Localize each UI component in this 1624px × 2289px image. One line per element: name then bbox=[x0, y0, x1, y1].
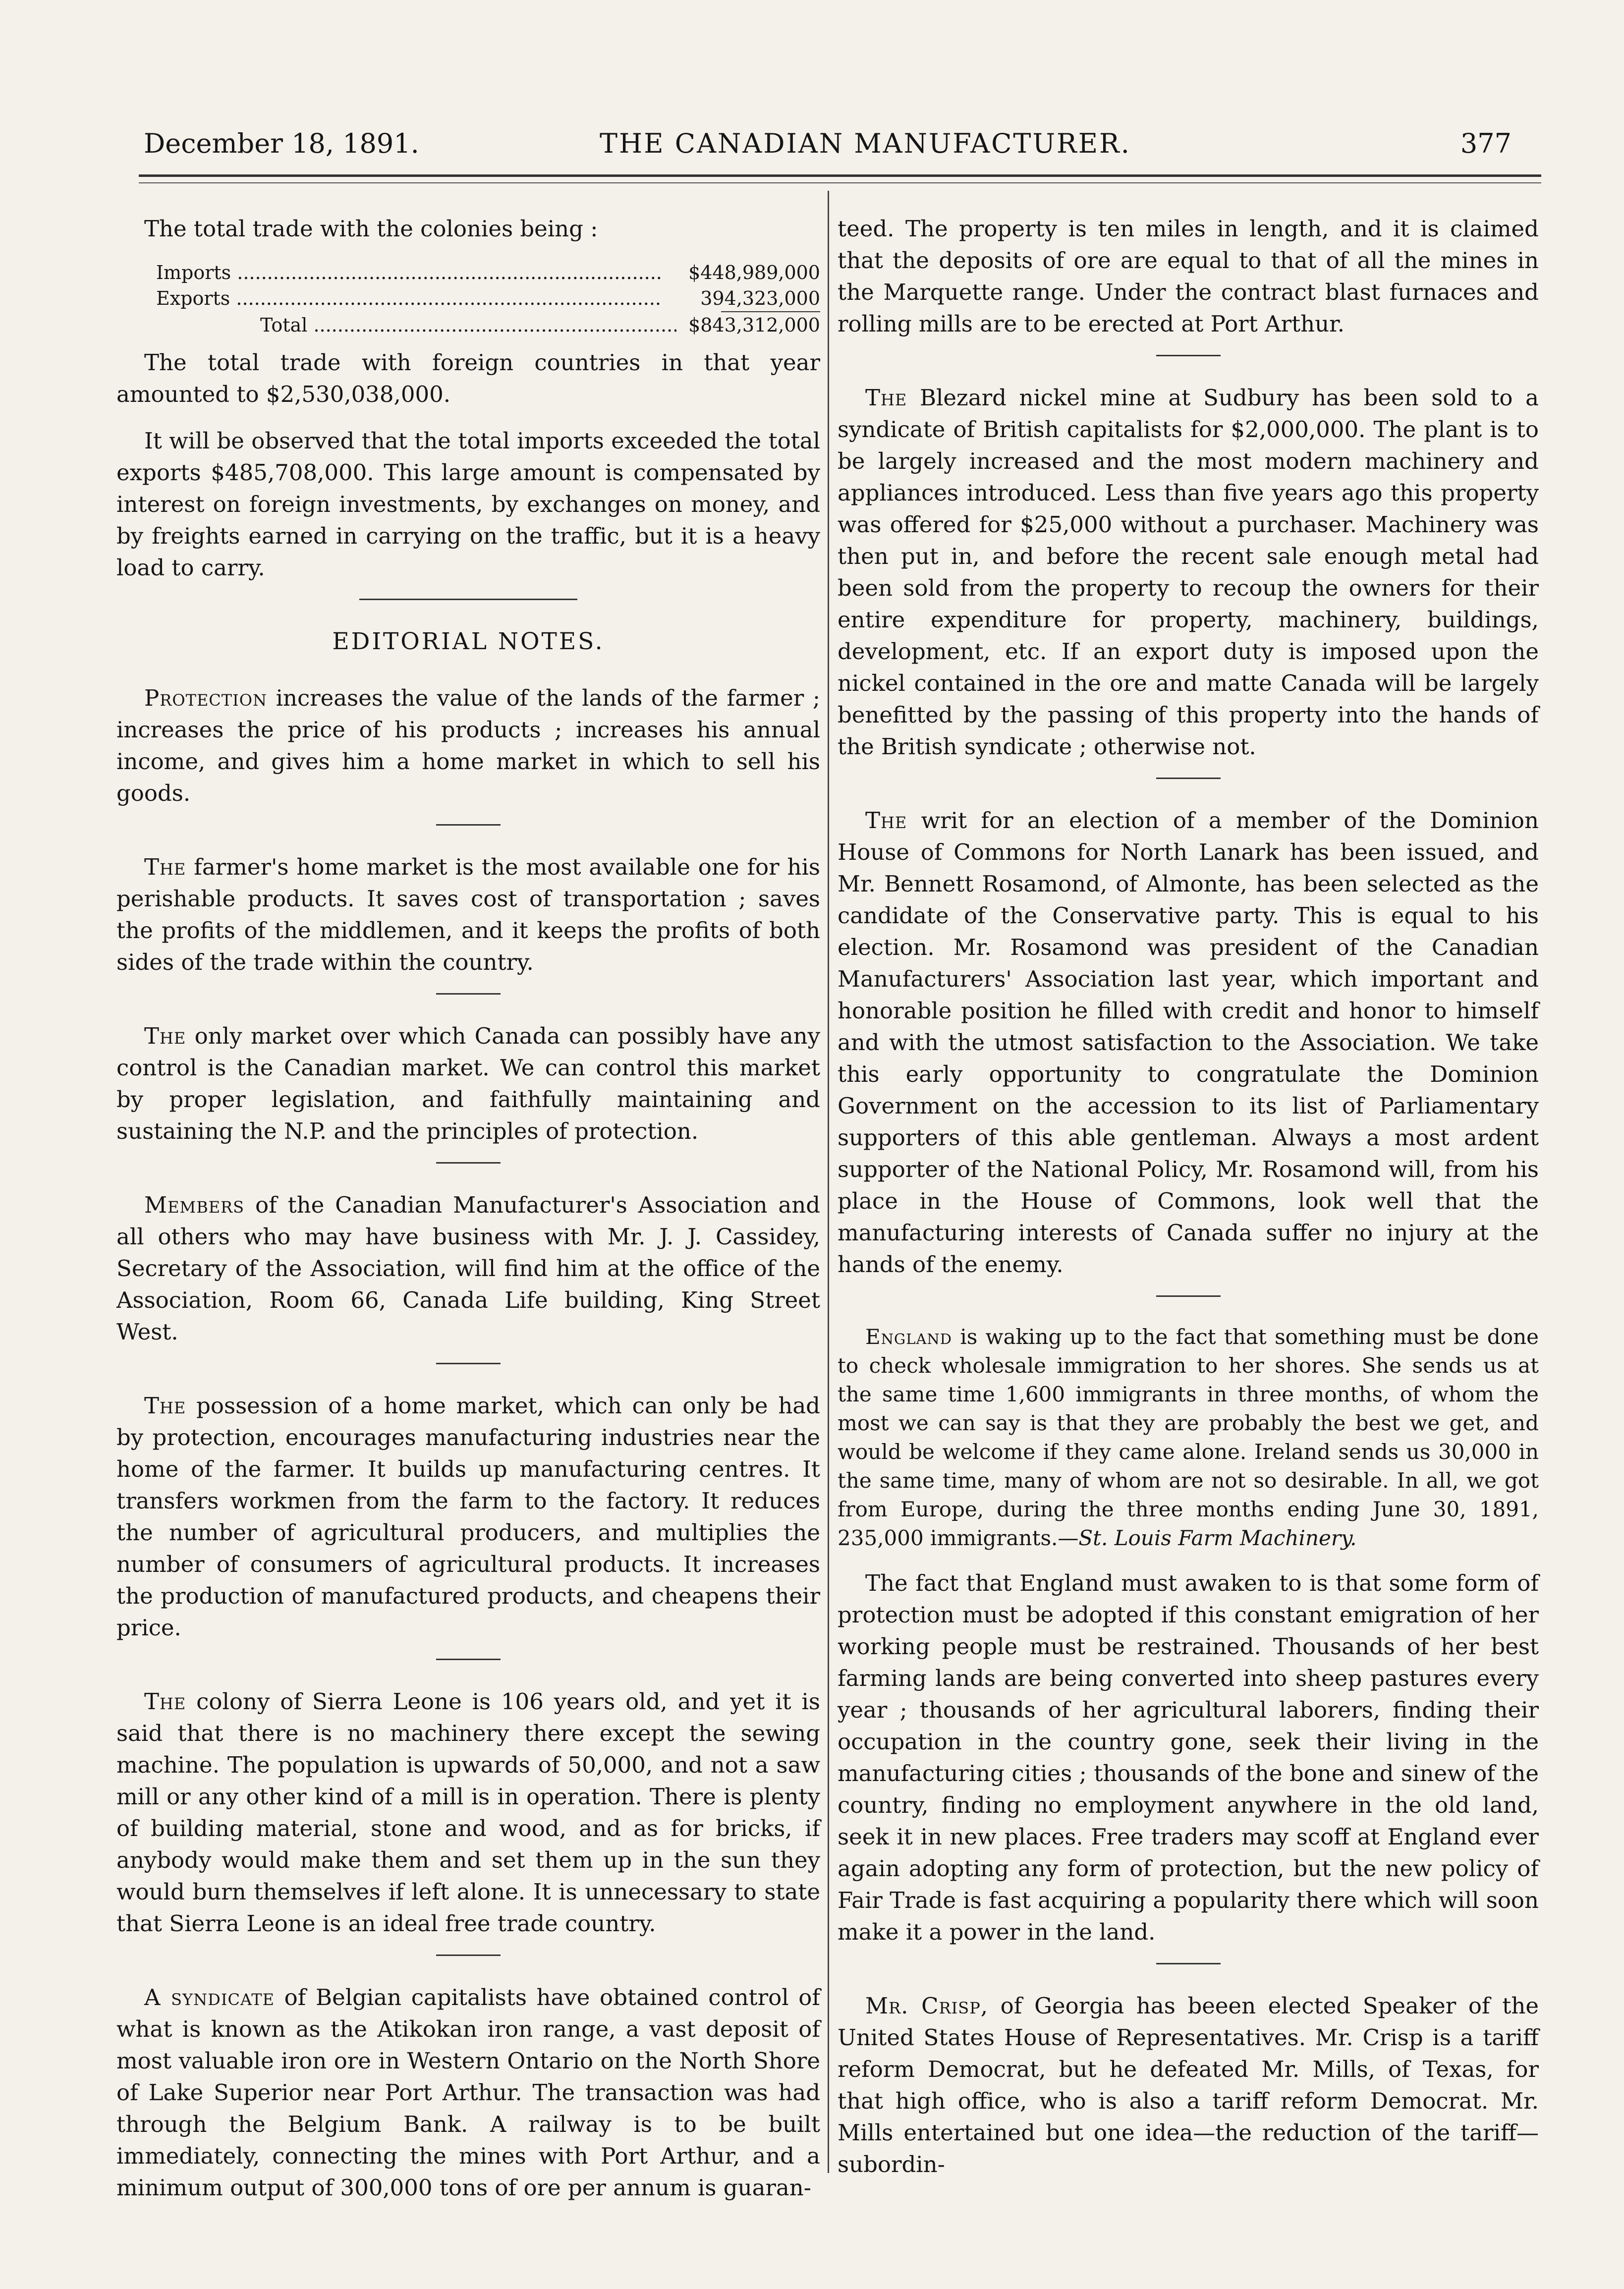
trade-table bbox=[116, 260, 820, 338]
page-number: 377 bbox=[1460, 128, 1512, 159]
editorial-heading: EDITORIAL NOTES. bbox=[332, 628, 605, 655]
note-syndicate: A syndicate of Belgian capitalists have obtained control of what is known as the Atikokan iron range, a vast deposit of most valuable iron ore in Western Ontario on the North Shore of Lake Superior near Port Arthur. The transaction was had through the Belgium Bank. A railway is to be built immediately, connecting the mines with Port Arthur, and a minimum output of 300,000 tons of ore per annum is guaran- bbox=[116, 1984, 820, 2201]
section-rule bbox=[359, 599, 577, 600]
note-separator bbox=[1156, 1963, 1221, 1964]
note-separator bbox=[436, 993, 501, 995]
trade-label: Total bbox=[260, 314, 308, 336]
trade-value: $843,312,000 bbox=[688, 314, 820, 336]
note-sierra-leone: The colony of Sierra Leone is 106 years old, and yet it is said that there is no machinery there except the sewing machine. The population is upwards of 50,000, and not a saw mill or any other kind of a mill is in operation. There is plenty of building material, stone and wood, and as for bricks, if anybody would make them and set them up in the sun they would burn themselves if left alone. It is unnecessary to state that Sierra Leone is an ideal free trade country. bbox=[116, 1688, 820, 1937]
note-canadian-market: The only market over which Canada can possibly have any control is the Canadian market. We can control this market by proper legislation, and faithfully maintaining and sustaining the N.P. and the principles of protection. bbox=[116, 1023, 820, 1144]
note-blezard-mine: The Blezard nickel mine at Sudbury has been sold to a syndicate of British capitalists for $2,000,000. The plant is to be largely increased and the most modern machinery and appliances introduced. Less than five years ago this property was offered for $25,000 without a purchaser. Machinery was then put in, and before the recent sale enough metal had been sold from the property to recoup the owners for their entire expenditure for property, machinery, buildings, development, etc. If an export duty is imposed upon the nickel contained in the ore and matte Canada will be largely benefitted by the passing of this property into the hands of the British syndicate ; otherwise not. bbox=[838, 385, 1539, 760]
issue-date: December 18, 1891. bbox=[144, 128, 419, 159]
note-separator bbox=[1156, 1295, 1221, 1297]
note-north-lanark: The writ for an election of a member of the Dominion House of Commons for North Lanark has been issued, and Mr. Bennett Rosamond, of Almonte, has been selected as the candidate of the Conservative party. This is equal to his election. Mr. Rosamond was president of the Canadian Manufacturers' Association last year, which important and honorable position he filled with credit and honor to himself and with the utmost satisfaction to the Association. We take this early opportunity to congratulate the Dominion Government on the accession to its list of Parliamentary supporters of this able gentleman. Always a most ardent supporter of the National Policy, Mr. Rosamond will, from his place in the House of Commons, look well that the manufacturing interests of Canada suffer no injury at the hands of the enemy. bbox=[838, 807, 1539, 1278]
note-separator bbox=[436, 1954, 501, 1956]
trade-value: 394,323,000 bbox=[700, 287, 820, 309]
column-divider bbox=[828, 191, 829, 2173]
note-members: Members of the Canadian Manufacturer's Association and all others who may have business with Mr. J. J. Cassidey, Secretary of the Association, will find him at the office of the Association, Room 66, Canada Life building, King Street West. bbox=[116, 1192, 820, 1345]
note-separator bbox=[436, 1363, 501, 1364]
trade-row-exports bbox=[116, 285, 820, 311]
trade-row-imports bbox=[116, 260, 820, 285]
trade-intro: The total trade with the colonies being : bbox=[144, 216, 598, 242]
trade-value: $448,989,000 bbox=[688, 262, 820, 283]
trade-label: Exports bbox=[156, 287, 230, 309]
trade-row-total bbox=[116, 312, 820, 338]
running-header bbox=[139, 124, 1516, 168]
header-rule-thin bbox=[139, 182, 1541, 183]
note-separator bbox=[436, 1162, 501, 1164]
note-england-immigration: England is waking up to the fact that something must be done to check wholesale immigration to her shores. She sends us at the same time 1,600 immigrants in three months, of whom the most we can say is that they are probably the best we get, and would be welcome if they came alone. Ireland sends us 30,000 in the same time, many of whom are not so desirable. In all, we got from Europe, during the three months ending June 30, 1891, 235,000 immigrants.—St. Louis Farm Machinery. bbox=[838, 1325, 1539, 1550]
left-column bbox=[116, 213, 820, 2219]
trade-label: Imports bbox=[156, 262, 231, 283]
note-protection: Protection increases the value of the lands of the farmer ; increases the price of his products ; increases his annual income, and gives him a home market in which to sell his goods. bbox=[116, 685, 820, 806]
publication-title: THE CANADIAN MANUFACTURER. bbox=[600, 128, 1131, 159]
paragraph-continued: teed. The property is ten miles in length, and it is claimed that the deposits of ore are equal to that of all the mines in the Marquette range. Under the contract blast furnaces and rolling mills are to be erected at Port Arthur. bbox=[838, 216, 1539, 337]
right-column bbox=[838, 213, 1539, 2195]
quote-source: St. Louis Farm Machinery. bbox=[1078, 1526, 1357, 1550]
paragraph-england-protection: The fact that England must awaken to is that some form of protection must be adopted if this constant emigration of her working people must be restrained. Thousands of her best farming lands are being converted into sheep pastures every year ; thousands of her agricultural laborers, finding their occupation in the country gone, seek their living in the manufacturing cities ; thousands of the bone and sinew of the country, finding no employment anywhere in the old land, seek it in new places. Free traders may scoff at England ever again adopting any form of protection, but the new policy of Fair Trade is fast acquiring a popularity there which will soon make it a power in the land. bbox=[838, 1570, 1539, 1945]
note-separator bbox=[1156, 355, 1221, 356]
paragraph-foreign-trade: The total trade with foreign countries in that year amounted to $2,530,038,000. bbox=[116, 349, 820, 407]
header-rule bbox=[139, 174, 1541, 177]
note-separator bbox=[436, 824, 501, 826]
note-crisp-speaker: Mr. Crisp, of Georgia has beeen elected Speaker of the United States House of Representatives. Mr. Crisp is a tariff reform Democrat, but he defeated Mr. Mills, of Texas, for that high office, who is also a tariff reform Democrat. Mr. Mills entertained but one idea—the reduction of the tariff—subordin- bbox=[838, 1993, 1539, 2177]
note-home-market: The farmer's home market is the most available one for his perishable products. It saves cost of transportation ; saves the profits of the middlemen, and it keeps the profits of both sides of the trade within the country. bbox=[116, 854, 820, 975]
note-possession: The possession of a home market, which can only be had by protection, encourages manufacturing industries near the home of the farmer. It builds up manufacturing centres. It transfers workmen from the farm to the factory. It reduces the number of agricultural producers, and multiplies the number of consumers of agricultural products. It increases the production of manufactured products, and cheapens their price. bbox=[116, 1393, 820, 1641]
note-separator bbox=[436, 1659, 501, 1660]
note-separator bbox=[1156, 778, 1221, 779]
paragraph-imports-exceeded: It will be observed that the total imports exceeded the total exports $485,708,000. This large amount is compensated by interest on foreign investments, by exchanges on money, and by freights earned in carrying on the traffic, but it is a heavy load to carry. bbox=[116, 428, 820, 581]
